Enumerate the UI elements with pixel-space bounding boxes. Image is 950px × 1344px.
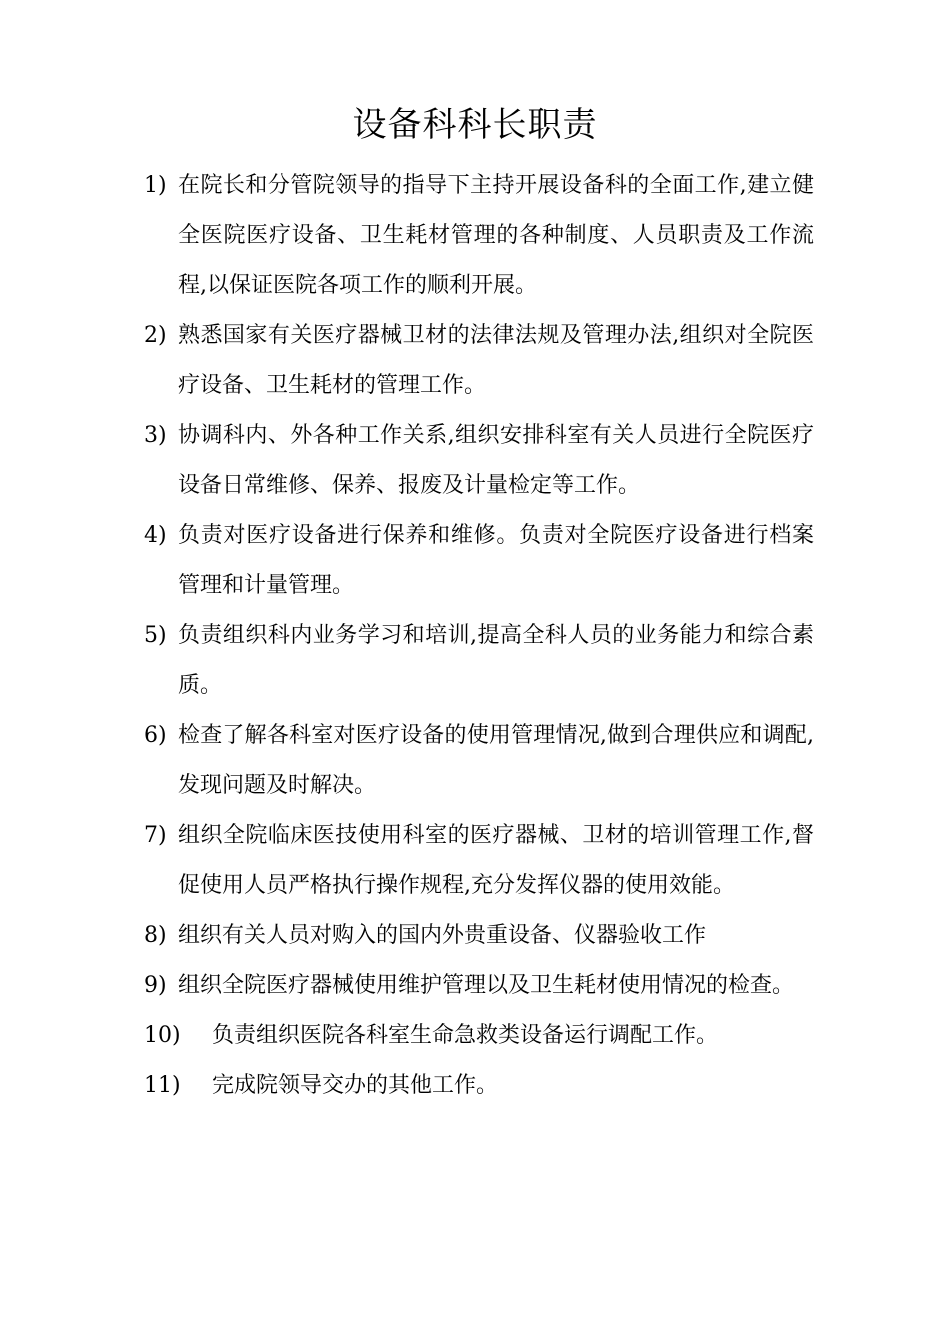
duty-item-4 <box>144 511 814 611</box>
duty-number: 2) <box>144 323 167 348</box>
duty-number: 7) <box>144 823 167 848</box>
duty-number: 9) <box>144 973 167 998</box>
duty-text: 组织全院临床医技使用科室的医疗器械、卫材的培训管理工作,督促使用人员严格执行操作规程,充分发挥仪器的使用效能。 <box>178 823 814 898</box>
duty-text: 组织有关人员对购入的国内外贵重设备、仪器验收工作 <box>178 923 707 948</box>
duty-text: 协调科内、外各种工作关系,组织安排科室有关人员进行全院医疗设备日常维修、保养、报废及计量检定等工作。 <box>178 423 814 498</box>
duty-text: 在院长和分管院领导的指导下主持开展设备科的全面工作,建立健全医院医疗设备、卫生耗材管理的各种制度、人员职责及工作流程,以保证医院各项工作的顺利开展。 <box>178 173 814 298</box>
duty-text: 熟悉国家有关医疗器械卫材的法律法规及管理办法,组织对全院医疗设备、卫生耗材的管理工作。 <box>178 323 814 398</box>
duty-text: 负责组织科内业务学习和培训,提高全科人员的业务能力和综合素质。 <box>178 623 814 698</box>
duty-number: 11) <box>144 1073 181 1098</box>
duty-item-2 <box>144 311 814 411</box>
duty-item-11 <box>144 1061 814 1111</box>
duty-number: 1) <box>144 173 167 198</box>
document-title: 设备科科长职责 <box>352 105 598 145</box>
duty-text: 负责组织医院各科室生命急救类设备运行调配工作。 <box>212 1023 719 1048</box>
duty-item-3 <box>144 411 814 511</box>
duty-text: 检查了解各科室对医疗设备的使用管理情况,做到合理供应和调配,发现问题及时解决。 <box>178 723 814 798</box>
duty-item-6 <box>144 711 814 811</box>
duty-item-10 <box>144 1011 814 1061</box>
duty-number: 4) <box>144 523 167 548</box>
duty-item-8 <box>144 911 814 961</box>
duty-text: 负责对医疗设备进行保养和维修。负责对全院医疗设备进行档案管理和计量管理。 <box>178 523 814 598</box>
duty-number: 3) <box>144 423 167 448</box>
duty-item-9 <box>144 961 814 1011</box>
duty-number: 8) <box>144 923 167 948</box>
duty-number: 6) <box>144 723 167 748</box>
duty-item-1 <box>144 161 814 311</box>
duty-text: 完成院领导交办的其他工作。 <box>212 1073 499 1098</box>
duty-number: 5) <box>144 623 167 648</box>
duty-text: 组织全院医疗器械使用维护管理以及卫生耗材使用情况的检查。 <box>178 973 795 998</box>
duties-list <box>144 161 814 1111</box>
duty-item-7 <box>144 811 814 911</box>
duty-number: 10) <box>144 1023 181 1048</box>
duty-item-5 <box>144 611 814 711</box>
